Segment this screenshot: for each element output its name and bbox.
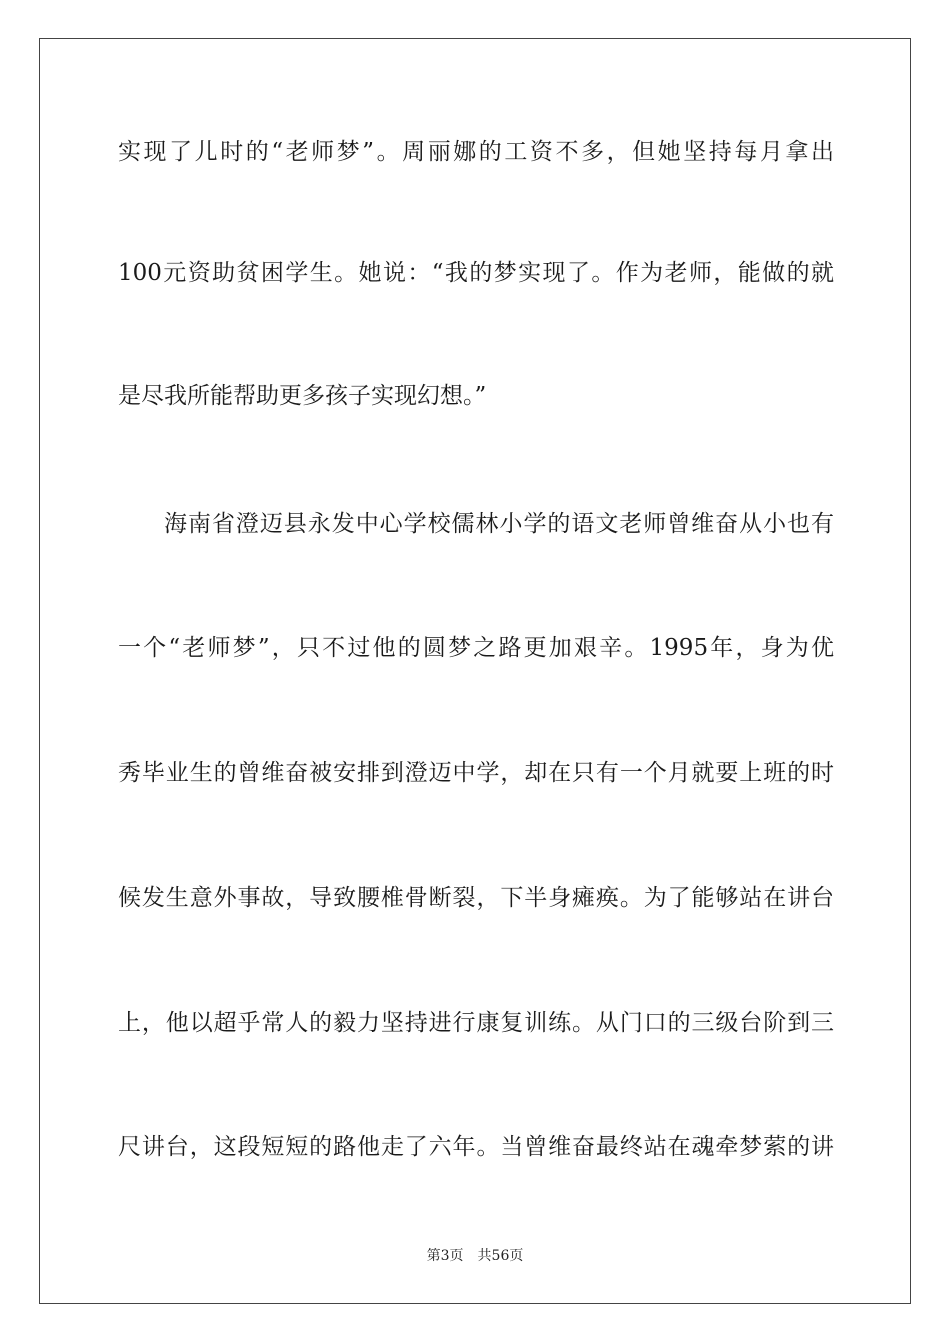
body-line-2: 100元资助贫困学生。她说：“我的梦实现了。作为老师，能做的就 bbox=[118, 260, 834, 286]
total-pages: 共56页 bbox=[477, 1248, 524, 1264]
body-line-7: 候发生意外事故，导致腰椎骨断裂，下半身瘫痪。为了能够站在讲台 bbox=[118, 885, 834, 911]
page-footer bbox=[0, 1247, 950, 1265]
page-number: 第3页 bbox=[426, 1248, 464, 1264]
body-line-3: 是尽我所能帮助更多孩子实现幻想。” bbox=[118, 383, 487, 409]
page-border bbox=[39, 38, 911, 1304]
body-line-4-paragraph-start: 海南省澄迈县永发中心学校儒林小学的语文老师曾维奋从小也有 bbox=[164, 511, 834, 537]
body-line-9: 尺讲台，这段短短的路他走了六年。当曾维奋最终站在魂牵梦萦的讲 bbox=[118, 1134, 834, 1160]
body-line-5: 一个“老师梦”，只不过他的圆梦之路更加艰辛。1995年，身为优 bbox=[118, 635, 834, 661]
body-line-1: 实现了儿时的“老师梦”。周丽娜的工资不多，但她坚持每月拿出 bbox=[118, 139, 834, 165]
body-line-6: 秀毕业生的曾维奋被安排到澄迈中学，却在只有一个月就要上班的时 bbox=[118, 760, 834, 786]
body-line-8: 上，他以超乎常人的毅力坚持进行康复训练。从门口的三级台阶到三 bbox=[118, 1010, 834, 1036]
